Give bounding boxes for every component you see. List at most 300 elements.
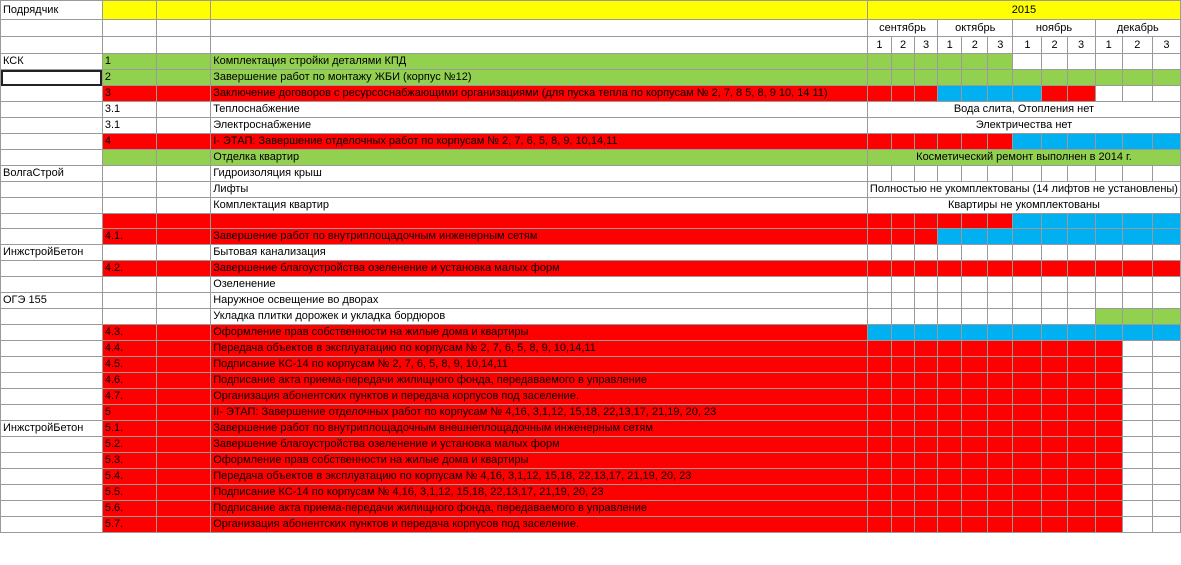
timeline-cell[interactable] <box>988 373 1013 389</box>
header-cell[interactable] <box>156 1 211 20</box>
timeline-cell[interactable] <box>988 357 1013 373</box>
timeline-cell[interactable] <box>1095 517 1122 533</box>
number-cell[interactable] <box>102 245 156 261</box>
timeline-cell[interactable] <box>988 341 1013 357</box>
timeline-cell[interactable] <box>962 86 988 102</box>
timeline-cell[interactable] <box>1152 325 1180 341</box>
timeline-cell[interactable] <box>1152 261 1180 277</box>
timeline-cell[interactable] <box>962 421 988 437</box>
month-header[interactable]: октябрь <box>938 20 1013 37</box>
timeline-cell[interactable] <box>891 261 914 277</box>
number-cell[interactable]: 5.4. <box>102 469 156 485</box>
empty-cell[interactable] <box>102 20 156 37</box>
timeline-cell[interactable] <box>962 501 988 517</box>
timeline-cell[interactable] <box>962 293 988 309</box>
timeline-cell[interactable] <box>1042 261 1067 277</box>
timeline-cell[interactable] <box>1042 357 1067 373</box>
decade-header[interactable]: 1 <box>1013 37 1042 54</box>
timeline-cell[interactable] <box>988 277 1013 293</box>
contractor-cell[interactable] <box>1 70 103 86</box>
task-cell[interactable]: Завершение работ по внутриплощадочным внешнеплощадочным инженерным сетям <box>211 421 868 437</box>
timeline-cell[interactable] <box>988 501 1013 517</box>
task-cell[interactable]: I- ЭТАП: Завершение отделочных работ по корпусам № 2, 7, 6, 5, 8, 9, 10,14,11 <box>211 134 868 150</box>
timeline-cell[interactable] <box>988 261 1013 277</box>
timeline-note[interactable]: Вода слита, Отопления нет <box>867 102 1180 118</box>
timeline-cell[interactable] <box>962 389 988 405</box>
timeline-cell[interactable] <box>962 437 988 453</box>
empty-cell[interactable] <box>156 501 211 517</box>
number-cell[interactable]: 4.2. <box>102 261 156 277</box>
timeline-cell[interactable] <box>1013 325 1042 341</box>
timeline-cell[interactable] <box>1152 134 1180 150</box>
timeline-cell[interactable] <box>1095 261 1122 277</box>
timeline-cell[interactable] <box>1042 373 1067 389</box>
timeline-cell[interactable] <box>988 389 1013 405</box>
timeline-cell[interactable] <box>1013 485 1042 501</box>
contractor-cell[interactable] <box>1 389 103 405</box>
timeline-cell[interactable] <box>938 134 962 150</box>
timeline-cell[interactable] <box>1013 245 1042 261</box>
timeline-cell[interactable] <box>962 341 988 357</box>
timeline-cell[interactable] <box>915 389 938 405</box>
timeline-cell[interactable] <box>867 54 891 70</box>
timeline-cell[interactable] <box>915 277 938 293</box>
timeline-cell[interactable] <box>1013 261 1042 277</box>
timeline-cell[interactable] <box>1013 357 1042 373</box>
timeline-cell[interactable] <box>962 309 988 325</box>
timeline-cell[interactable] <box>962 373 988 389</box>
number-cell[interactable]: 5.3. <box>102 453 156 469</box>
timeline-cell[interactable] <box>1067 261 1095 277</box>
timeline-cell[interactable] <box>1095 245 1122 261</box>
task-cell[interactable]: Укладка плитки дорожек и укладка бордюров <box>211 309 868 325</box>
timeline-cell[interactable] <box>1122 341 1152 357</box>
timeline-cell[interactable] <box>1122 373 1152 389</box>
timeline-cell[interactable] <box>891 421 914 437</box>
timeline-cell[interactable] <box>915 261 938 277</box>
number-cell[interactable]: 4.1. <box>102 229 156 245</box>
timeline-cell[interactable] <box>1013 229 1042 245</box>
timeline-cell[interactable] <box>988 229 1013 245</box>
timeline-note[interactable]: Электричества нет <box>867 118 1180 134</box>
empty-cell[interactable] <box>156 373 211 389</box>
empty-cell[interactable] <box>156 277 211 293</box>
timeline-cell[interactable] <box>1042 245 1067 261</box>
timeline-cell[interactable] <box>915 214 938 229</box>
empty-cell[interactable] <box>156 293 211 309</box>
empty-cell[interactable] <box>156 453 211 469</box>
timeline-cell[interactable] <box>1067 245 1095 261</box>
contractor-header[interactable]: Подрядчик <box>1 1 103 20</box>
timeline-cell[interactable] <box>867 437 891 453</box>
timeline-cell[interactable] <box>1013 389 1042 405</box>
timeline-cell[interactable] <box>915 166 938 182</box>
contractor-cell[interactable]: ОГЭ 155 <box>1 293 103 309</box>
timeline-cell[interactable] <box>915 245 938 261</box>
timeline-cell[interactable] <box>988 421 1013 437</box>
timeline-cell[interactable] <box>988 485 1013 501</box>
contractor-cell[interactable] <box>1 469 103 485</box>
timeline-cell[interactable] <box>1042 214 1067 229</box>
timeline-cell[interactable] <box>962 325 988 341</box>
timeline-cell[interactable] <box>1122 325 1152 341</box>
timeline-cell[interactable] <box>1067 341 1095 357</box>
timeline-cell[interactable] <box>988 405 1013 421</box>
timeline-cell[interactable] <box>891 453 914 469</box>
contractor-cell[interactable] <box>1 405 103 421</box>
timeline-cell[interactable] <box>915 134 938 150</box>
timeline-cell[interactable] <box>938 341 962 357</box>
timeline-cell[interactable] <box>1067 501 1095 517</box>
timeline-cell[interactable] <box>962 277 988 293</box>
timeline-cell[interactable] <box>1095 325 1122 341</box>
timeline-cell[interactable] <box>1122 389 1152 405</box>
contractor-cell[interactable] <box>1 86 103 102</box>
empty-cell[interactable] <box>156 405 211 421</box>
timeline-cell[interactable] <box>891 86 914 102</box>
timeline-cell[interactable] <box>1013 70 1042 86</box>
timeline-cell[interactable] <box>938 277 962 293</box>
number-cell[interactable]: 4.7. <box>102 389 156 405</box>
contractor-cell[interactable] <box>1 437 103 453</box>
timeline-cell[interactable] <box>988 309 1013 325</box>
timeline-cell[interactable] <box>1042 469 1067 485</box>
empty-cell[interactable] <box>156 214 211 229</box>
empty-cell[interactable] <box>156 437 211 453</box>
decade-header[interactable]: 2 <box>1122 37 1152 54</box>
timeline-cell[interactable] <box>1013 517 1042 533</box>
contractor-cell[interactable] <box>1 309 103 325</box>
timeline-cell[interactable] <box>962 405 988 421</box>
timeline-cell[interactable] <box>1042 277 1067 293</box>
timeline-cell[interactable] <box>962 54 988 70</box>
number-cell[interactable]: 3.1 <box>102 118 156 134</box>
number-cell[interactable]: 5.1. <box>102 421 156 437</box>
timeline-cell[interactable] <box>1067 309 1095 325</box>
timeline-cell[interactable] <box>1152 501 1180 517</box>
task-cell[interactable]: Гидроизоляция крыш <box>211 166 868 182</box>
timeline-cell[interactable] <box>1067 453 1095 469</box>
timeline-cell[interactable] <box>1067 469 1095 485</box>
timeline-cell[interactable] <box>962 166 988 182</box>
timeline-cell[interactable] <box>938 405 962 421</box>
timeline-cell[interactable] <box>1122 134 1152 150</box>
contractor-cell[interactable] <box>1 214 103 229</box>
timeline-cell[interactable] <box>1042 453 1067 469</box>
timeline-cell[interactable] <box>867 389 891 405</box>
empty-cell[interactable] <box>156 86 211 102</box>
timeline-cell[interactable] <box>1042 309 1067 325</box>
timeline-cell[interactable] <box>891 501 914 517</box>
timeline-cell[interactable] <box>1067 373 1095 389</box>
timeline-cell[interactable] <box>1013 421 1042 437</box>
empty-cell[interactable] <box>211 20 868 37</box>
empty-cell[interactable] <box>156 150 211 166</box>
timeline-cell[interactable] <box>938 357 962 373</box>
timeline-note[interactable]: Полностью не укомплектованы (14 лифтов не установлены) <box>867 182 1180 198</box>
timeline-cell[interactable] <box>1042 134 1067 150</box>
timeline-cell[interactable] <box>1042 485 1067 501</box>
timeline-cell[interactable] <box>1042 421 1067 437</box>
empty-cell[interactable] <box>156 198 211 214</box>
task-cell[interactable] <box>211 214 868 229</box>
timeline-cell[interactable] <box>1042 389 1067 405</box>
empty-cell[interactable] <box>156 229 211 245</box>
timeline-cell[interactable] <box>1013 134 1042 150</box>
contractor-cell[interactable] <box>1 102 103 118</box>
timeline-cell[interactable] <box>1042 517 1067 533</box>
number-cell[interactable] <box>102 309 156 325</box>
timeline-cell[interactable] <box>1067 517 1095 533</box>
timeline-cell[interactable] <box>1095 389 1122 405</box>
timeline-cell[interactable] <box>988 517 1013 533</box>
timeline-cell[interactable] <box>867 501 891 517</box>
timeline-cell[interactable] <box>867 357 891 373</box>
empty-cell[interactable] <box>156 20 211 37</box>
timeline-cell[interactable] <box>962 485 988 501</box>
number-cell[interactable] <box>102 198 156 214</box>
timeline-cell[interactable] <box>1042 437 1067 453</box>
timeline-cell[interactable] <box>1095 214 1122 229</box>
contractor-cell[interactable] <box>1 261 103 277</box>
timeline-cell[interactable] <box>1152 453 1180 469</box>
contractor-cell[interactable] <box>1 373 103 389</box>
contractor-cell[interactable]: ИнжстройБетон <box>1 245 103 261</box>
timeline-cell[interactable] <box>938 389 962 405</box>
number-cell[interactable]: 5.6. <box>102 501 156 517</box>
timeline-cell[interactable] <box>891 405 914 421</box>
empty-cell[interactable] <box>156 261 211 277</box>
decade-header[interactable]: 3 <box>1152 37 1180 54</box>
year-header[interactable]: 2015 <box>867 1 1180 20</box>
timeline-cell[interactable] <box>1122 86 1152 102</box>
task-cell[interactable]: Бытовая канализация <box>211 245 868 261</box>
header-cell[interactable] <box>102 1 156 20</box>
timeline-cell[interactable] <box>938 485 962 501</box>
timeline-cell[interactable] <box>867 166 891 182</box>
timeline-cell[interactable] <box>891 277 914 293</box>
number-cell[interactable]: 3.1 <box>102 102 156 118</box>
contractor-cell[interactable] <box>1 182 103 198</box>
timeline-cell[interactable] <box>962 214 988 229</box>
timeline-cell[interactable] <box>891 373 914 389</box>
decade-header[interactable]: 2 <box>891 37 914 54</box>
timeline-cell[interactable] <box>938 293 962 309</box>
timeline-cell[interactable] <box>1095 134 1122 150</box>
timeline-cell[interactable] <box>1152 373 1180 389</box>
task-cell[interactable]: Завершение работ по внутриплощадочным инженерным сетям <box>211 229 868 245</box>
timeline-cell[interactable] <box>1152 245 1180 261</box>
timeline-cell[interactable] <box>938 166 962 182</box>
timeline-cell[interactable] <box>962 229 988 245</box>
number-cell[interactable]: 5.5. <box>102 485 156 501</box>
timeline-cell[interactable] <box>1067 54 1095 70</box>
empty-cell[interactable] <box>156 309 211 325</box>
timeline-cell[interactable] <box>1122 261 1152 277</box>
timeline-cell[interactable] <box>1095 54 1122 70</box>
timeline-cell[interactable] <box>1067 134 1095 150</box>
timeline-cell[interactable] <box>938 325 962 341</box>
timeline-cell[interactable] <box>1095 421 1122 437</box>
timeline-cell[interactable] <box>1122 70 1152 86</box>
timeline-cell[interactable] <box>1067 405 1095 421</box>
timeline-cell[interactable] <box>1152 517 1180 533</box>
timeline-cell[interactable] <box>1122 517 1152 533</box>
timeline-cell[interactable] <box>962 517 988 533</box>
timeline-cell[interactable] <box>915 453 938 469</box>
timeline-cell[interactable] <box>938 421 962 437</box>
timeline-cell[interactable] <box>1095 341 1122 357</box>
contractor-cell[interactable] <box>1 118 103 134</box>
number-cell[interactable]: 4 <box>102 134 156 150</box>
timeline-cell[interactable] <box>1095 357 1122 373</box>
timeline-cell[interactable] <box>1067 389 1095 405</box>
task-cell[interactable]: Организация абонентских пунктов и передача корпусов под заселение. <box>211 517 868 533</box>
empty-cell[interactable] <box>156 421 211 437</box>
timeline-cell[interactable] <box>1013 453 1042 469</box>
empty-cell[interactable] <box>156 357 211 373</box>
timeline-cell[interactable] <box>1067 166 1095 182</box>
empty-cell[interactable] <box>156 70 211 86</box>
timeline-cell[interactable] <box>1095 405 1122 421</box>
timeline-cell[interactable] <box>962 357 988 373</box>
timeline-cell[interactable] <box>988 134 1013 150</box>
timeline-cell[interactable] <box>867 229 891 245</box>
timeline-cell[interactable] <box>1095 373 1122 389</box>
timeline-cell[interactable] <box>1013 86 1042 102</box>
timeline-cell[interactable] <box>988 214 1013 229</box>
timeline-cell[interactable] <box>891 134 914 150</box>
empty-cell[interactable] <box>156 37 211 54</box>
task-cell[interactable]: Отделка квартир <box>211 150 868 166</box>
timeline-cell[interactable] <box>915 469 938 485</box>
timeline-cell[interactable] <box>1122 485 1152 501</box>
timeline-cell[interactable] <box>1122 277 1152 293</box>
number-cell[interactable]: 5.7. <box>102 517 156 533</box>
timeline-cell[interactable] <box>938 517 962 533</box>
timeline-cell[interactable] <box>867 277 891 293</box>
timeline-cell[interactable] <box>1067 357 1095 373</box>
contractor-cell[interactable] <box>1 150 103 166</box>
timeline-cell[interactable] <box>1067 437 1095 453</box>
timeline-cell[interactable] <box>867 245 891 261</box>
timeline-cell[interactable] <box>1067 293 1095 309</box>
timeline-cell[interactable] <box>1095 70 1122 86</box>
task-cell[interactable]: Комплектация квартир <box>211 198 868 214</box>
task-cell[interactable]: II- ЭТАП: Завершение отделочных работ по корпусам № 4,16, 3,1,12, 15,18, 22,13,17, 21,19, 20, 23 <box>211 405 868 421</box>
timeline-cell[interactable] <box>988 166 1013 182</box>
timeline-cell[interactable] <box>891 389 914 405</box>
timeline-cell[interactable] <box>988 453 1013 469</box>
timeline-cell[interactable] <box>1095 277 1122 293</box>
task-cell[interactable]: Подписание КС-14 по корпусам № 2, 7, 6, 5, 8, 9, 10,14,11 <box>211 357 868 373</box>
empty-cell[interactable] <box>156 325 211 341</box>
timeline-cell[interactable] <box>891 517 914 533</box>
decade-header[interactable]: 2 <box>1042 37 1067 54</box>
number-cell[interactable] <box>102 293 156 309</box>
task-cell[interactable]: Подписание акта приема-передачи жилищного фонда, передаваемого в управление <box>211 373 868 389</box>
timeline-cell[interactable] <box>1042 501 1067 517</box>
timeline-cell[interactable] <box>938 214 962 229</box>
timeline-cell[interactable] <box>1013 309 1042 325</box>
timeline-cell[interactable] <box>1152 437 1180 453</box>
decade-header[interactable]: 3 <box>988 37 1013 54</box>
timeline-cell[interactable] <box>1122 469 1152 485</box>
timeline-cell[interactable] <box>1122 437 1152 453</box>
timeline-cell[interactable] <box>1067 86 1095 102</box>
number-cell[interactable]: 3 <box>102 86 156 102</box>
timeline-cell[interactable] <box>915 54 938 70</box>
task-cell[interactable]: Завершение благоустройства озеленение и установка малых форм <box>211 437 868 453</box>
timeline-cell[interactable] <box>1152 166 1180 182</box>
contractor-cell[interactable] <box>1 134 103 150</box>
decade-header[interactable]: 2 <box>962 37 988 54</box>
timeline-cell[interactable] <box>867 453 891 469</box>
timeline-cell[interactable] <box>867 70 891 86</box>
empty-cell[interactable] <box>156 118 211 134</box>
contractor-cell[interactable]: КСК <box>1 54 103 70</box>
timeline-cell[interactable] <box>915 437 938 453</box>
contractor-cell[interactable] <box>1 341 103 357</box>
timeline-cell[interactable] <box>867 373 891 389</box>
task-cell[interactable]: Теплоснабжение <box>211 102 868 118</box>
timeline-cell[interactable] <box>1067 485 1095 501</box>
timeline-cell[interactable] <box>1042 325 1067 341</box>
timeline-cell[interactable] <box>1042 54 1067 70</box>
timeline-cell[interactable] <box>891 166 914 182</box>
timeline-cell[interactable] <box>1013 214 1042 229</box>
timeline-cell[interactable] <box>1152 54 1180 70</box>
timeline-cell[interactable] <box>915 341 938 357</box>
timeline-cell[interactable] <box>867 325 891 341</box>
timeline-cell[interactable] <box>962 245 988 261</box>
timeline-cell[interactable] <box>1067 70 1095 86</box>
timeline-cell[interactable] <box>1095 469 1122 485</box>
timeline-cell[interactable] <box>1122 293 1152 309</box>
timeline-cell[interactable] <box>867 405 891 421</box>
timeline-cell[interactable] <box>1013 405 1042 421</box>
number-cell[interactable]: 4.5. <box>102 357 156 373</box>
timeline-cell[interactable] <box>915 517 938 533</box>
timeline-cell[interactable] <box>1013 293 1042 309</box>
contractor-cell[interactable] <box>1 357 103 373</box>
timeline-cell[interactable] <box>1042 86 1067 102</box>
timeline-cell[interactable] <box>1152 421 1180 437</box>
timeline-cell[interactable] <box>1122 421 1152 437</box>
decade-header[interactable]: 3 <box>915 37 938 54</box>
timeline-cell[interactable] <box>1013 437 1042 453</box>
timeline-cell[interactable] <box>938 54 962 70</box>
timeline-cell[interactable] <box>915 309 938 325</box>
timeline-cell[interactable] <box>1122 357 1152 373</box>
contractor-cell[interactable] <box>1 501 103 517</box>
timeline-cell[interactable] <box>1067 229 1095 245</box>
timeline-cell[interactable] <box>938 309 962 325</box>
timeline-cell[interactable] <box>1095 501 1122 517</box>
timeline-cell[interactable] <box>867 261 891 277</box>
contractor-cell[interactable] <box>1 485 103 501</box>
contractor-cell[interactable] <box>1 453 103 469</box>
timeline-cell[interactable] <box>1095 485 1122 501</box>
timeline-cell[interactable] <box>891 70 914 86</box>
empty-cell[interactable] <box>1 37 103 54</box>
contractor-cell[interactable]: ВолгаСтрой <box>1 166 103 182</box>
timeline-cell[interactable] <box>1095 229 1122 245</box>
empty-cell[interactable] <box>156 389 211 405</box>
timeline-cell[interactable] <box>988 70 1013 86</box>
empty-cell[interactable] <box>156 166 211 182</box>
decade-header[interactable]: 1 <box>938 37 962 54</box>
